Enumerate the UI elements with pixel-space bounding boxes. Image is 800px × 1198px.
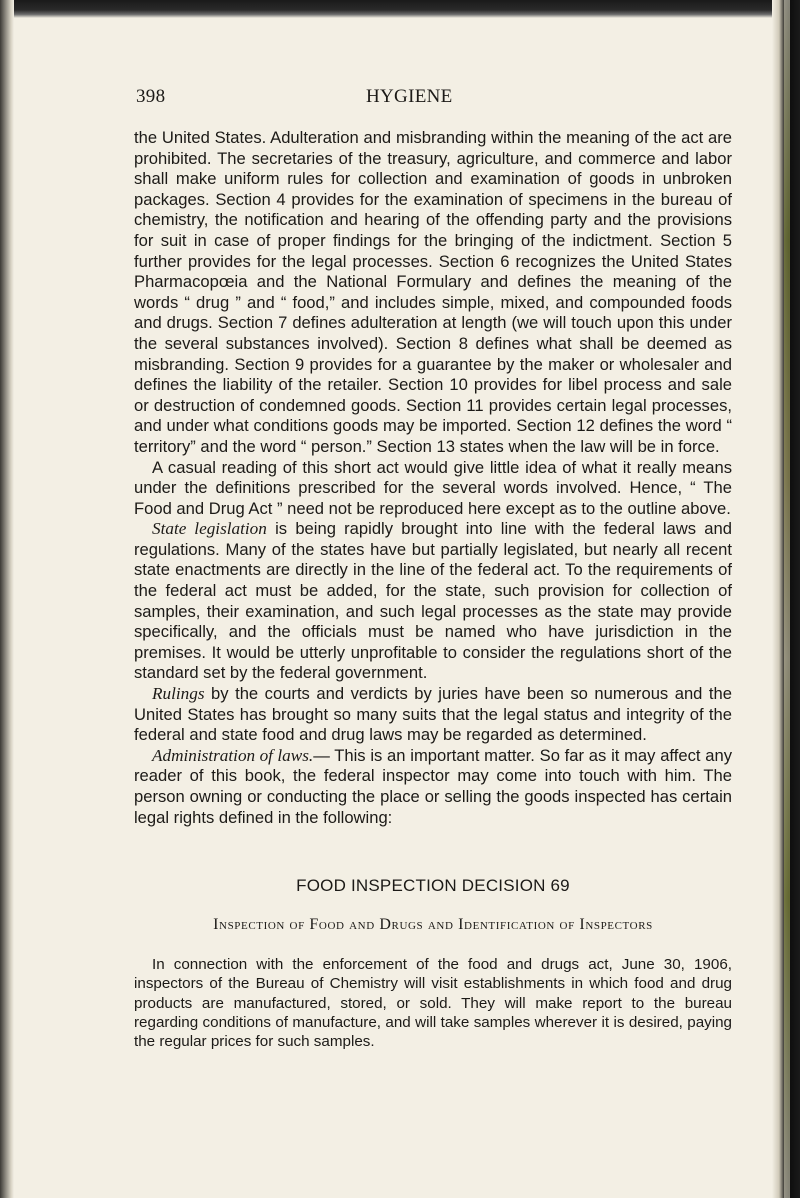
page-left-edge: [0, 0, 14, 1198]
administration-heading: Administration of laws.: [152, 745, 314, 765]
administration-text: — This is an important matter. So far as it may affect any reader of this book, the federal inspector may come into touch with him. The person owning or conducting the place or selling the goods inspected has certain legal rights defined in the following:: [134, 745, 732, 827]
decision-title: FOOD INSPECTION DECISION 69: [296, 876, 570, 895]
rulings-heading: Rulings: [152, 684, 205, 704]
state-legislation-heading: State legislation: [152, 519, 267, 539]
paragraph-state-legislation: [134, 519, 732, 684]
paragraph-casual-reading: A casual reading of this short act would give little idea of what it really means under the definitions prescribed for the several words involved. Hence, “ The Food and Drug Act ” need not be reproduced here except as to the outline above.: [134, 457, 732, 518]
spine-highlight: [784, 0, 790, 1198]
page-number: 398: [136, 86, 166, 107]
state-legislation-text: is being rapidly brought into line with the federal laws and regulations. Many of the states have but partially legislated, but nearly all recent state enactments are directly in the line of the federal act. To the requirements of the federal act must be added, for the state, such provision for collection of samples, their examination, and such legal processes as the state may provide specifically, and the officials must be named who have jurisdiction in the premises. It would be utterly unprofitable to consider the regulations short of the standard set by the federal government.: [134, 519, 732, 683]
paragraph-rulings: [134, 684, 732, 746]
decision-paragraph: In connection with the enforcement of the food and drugs act, June 30, 1906, inspectors of the Bureau of Chemistry will visit establishments in which food and drug products are manufactured, stored, or sold. They will make report to the bureau regarding conditions of manufacture, and will take samples wherever it is desired, paying the regular prices for such samples.: [134, 956, 732, 1051]
main-text: [134, 128, 732, 828]
page-top-shadow: [0, 0, 800, 18]
rulings-text: by the courts and verdicts by juries have been so numerous and the United States has brought so many suits that the legal status and integrity of the federal and state food and drug laws may be regarded as determined.: [134, 684, 732, 745]
paragraph-act-summary: the United States. Adulteration and misbranding within the meaning of the act are prohibited. The secretaries of the treasury, agriculture, and commerce and labor shall make uniform rules for collection and examination of goods in unbroken packages. Section 4 provides for the examination of specimens in the bureau of chemistry, the notification and hearing of the offending party and the provisions for suit in case of proper findings for the bringing of the indictment. Section 5 further provides for the legal processes. Section 6 recognizes the United States Pharmacopœia and the National Formulary and defines the meaning of the words “ drug ” and “ food,” and includes simple, mixed, and compounded foods and drugs. Section 7 defines adulteration at length (we will touch upon this under the several substances involved). Section 8 defines what shall be deemed as misbranding. Section 9 provides for a guarantee by the maker or wholesaler and defines the liability of the retailer. Section 10 provides for libel process and sale or destruction of condemned goods. Section 11 provides certain legal processes, and under what conditions goods may be imported. Section 12 defines the word “ territory” and the word “ person.” Section 13 states when the law will be in force.: [134, 128, 732, 456]
page-header: [136, 86, 656, 112]
paragraph-administration: [134, 746, 732, 828]
decision-text: [134, 955, 732, 1051]
decision-subtitle: Inspection of Food and Drugs and Identification of Inspectors: [213, 916, 653, 933]
running-head: HYGIENE: [366, 86, 453, 107]
